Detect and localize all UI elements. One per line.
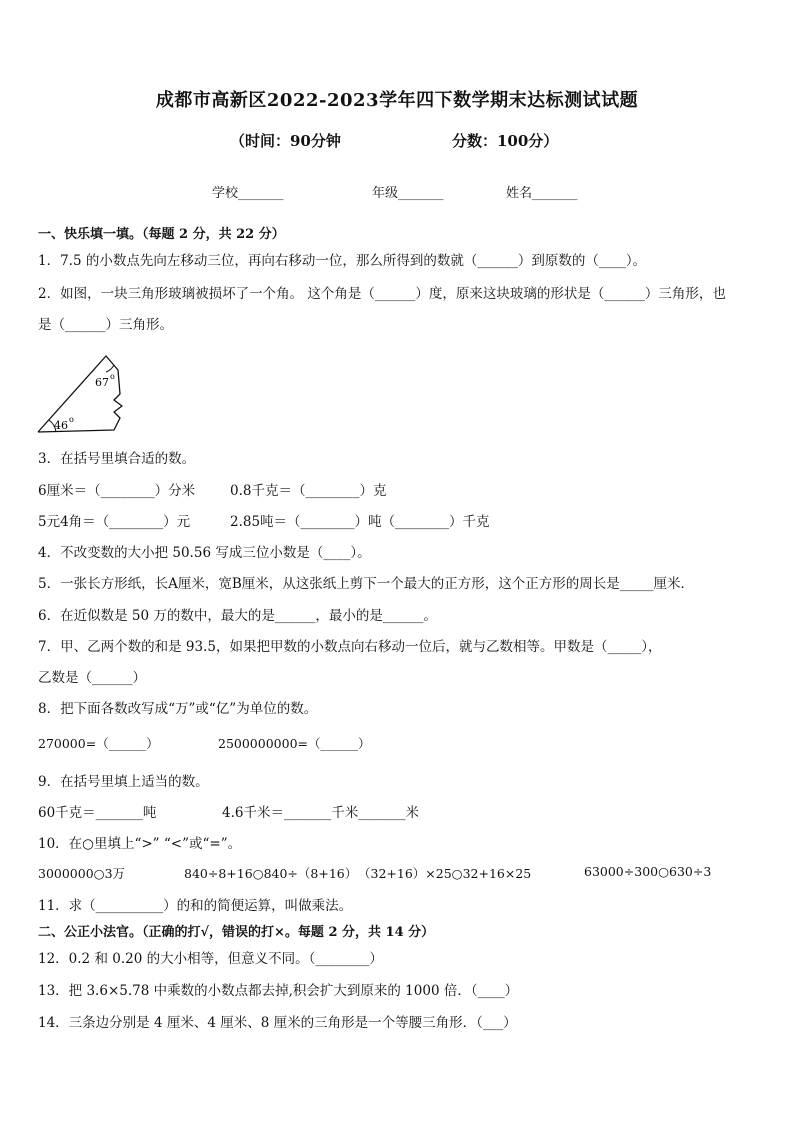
question-1: 1．7.5 的小数点先向左移动三位，再向右移动一位，那么所得到的数就（______）到原数的（____）。	[38, 253, 647, 269]
grade-field[interactable]: 年级_______	[372, 186, 444, 201]
page-title: 成都市高新区2022-2023学年四下数学期末达标测试试题	[155, 90, 639, 111]
question-9-a: 60千克＝_______吨	[38, 805, 157, 821]
question-2-line-1: 2．如图，一块三角形玻璃被损坏了一个角。 这个角是（______）度，原来这块玻璃的形状是（______）三角形，也	[38, 286, 726, 302]
question-6: 6．在近似数是 50 万的数中，最大的是______，最小的是______。	[38, 608, 437, 624]
question-10-a: 3000000○3万	[38, 866, 126, 881]
question-3-c: 5元4角＝（________）元	[38, 514, 191, 530]
question-3-d: 2.85吨＝（________）吨（________）千克	[230, 514, 490, 530]
question-2-line-2: 是（______）三角形。	[38, 317, 173, 333]
exam-score: 分数：100分）	[452, 132, 559, 150]
question-10-b: 840÷8+16○840÷（8+16）	[184, 866, 358, 881]
question-9-b: 4.6千米＝_______千米_______米	[222, 805, 419, 821]
angle-bottom-label: 46	[54, 419, 68, 432]
question-7-line-1: 7．甲、乙两个数的和是 93.5，如果把甲数的小数点向右移动一位后，就与乙数相等。甲数是（_____），	[38, 639, 662, 655]
broken-triangle-figure	[34, 350, 134, 436]
question-14: 14．三条边分别是 4 厘米、4 厘米、8 厘米的三角形是一个等腰三角形．（___）	[38, 1015, 517, 1031]
school-field[interactable]: 学校_______	[212, 186, 284, 201]
question-3-stem: 3．在括号里填合适的数。	[38, 451, 196, 467]
question-5: 5．一张长方形纸，长A厘米，宽B厘米，从这张纸上剪下一个最大的正方形，这个正方形的周长是_____厘米．	[38, 576, 695, 592]
question-8-a: 270000=（______）	[38, 736, 159, 751]
question-8-stem: 8．把下面各数改写成“万”或“亿”为单位的数。	[38, 701, 318, 717]
question-10-d: 63000÷300○630÷3	[584, 864, 712, 879]
exam-time: （时间：90分钟	[230, 132, 341, 150]
section-1-heading: 一、快乐填一填。（每题 2 分，共 22 分）	[38, 227, 285, 242]
name-field[interactable]: 姓名_______	[506, 186, 578, 201]
degree-mark-top: o	[110, 372, 115, 381]
question-8-b: 2500000000=（______）	[218, 736, 371, 751]
question-10-c: （32+16）×25○32+16×25	[358, 866, 532, 881]
question-4: 4．不改变数的大小把 50.56 写成三位小数是（____）。	[38, 545, 371, 561]
question-9-stem: 9．在括号里填上适当的数。	[38, 774, 209, 790]
question-12: 12．0.2 和 0.20 的大小相等，但意义不同。（________）	[38, 951, 383, 967]
degree-mark-bottom: o	[69, 415, 74, 424]
angle-top-label: 67	[95, 376, 109, 389]
question-3-a: 6厘米＝（________）分米	[38, 483, 196, 499]
question-10-stem: 10．在○里填上“>” “<”或“=”。	[38, 836, 242, 852]
question-11: 11．求（__________）的和的简便运算，叫做乘法。	[38, 898, 353, 914]
question-7-line-2: 乙数是（______）	[38, 670, 146, 686]
question-3-b: 0.8千克＝（________）克	[230, 483, 387, 499]
question-13: 13．把 3.6×5.78 中乘数的小数点都去掉,积会扩大到原来的 1000 倍．（____）	[38, 983, 519, 999]
section-2-heading: 二、公正小法官。（正确的打√，错误的打×。每题 2 分，共 14 分）	[38, 925, 435, 940]
